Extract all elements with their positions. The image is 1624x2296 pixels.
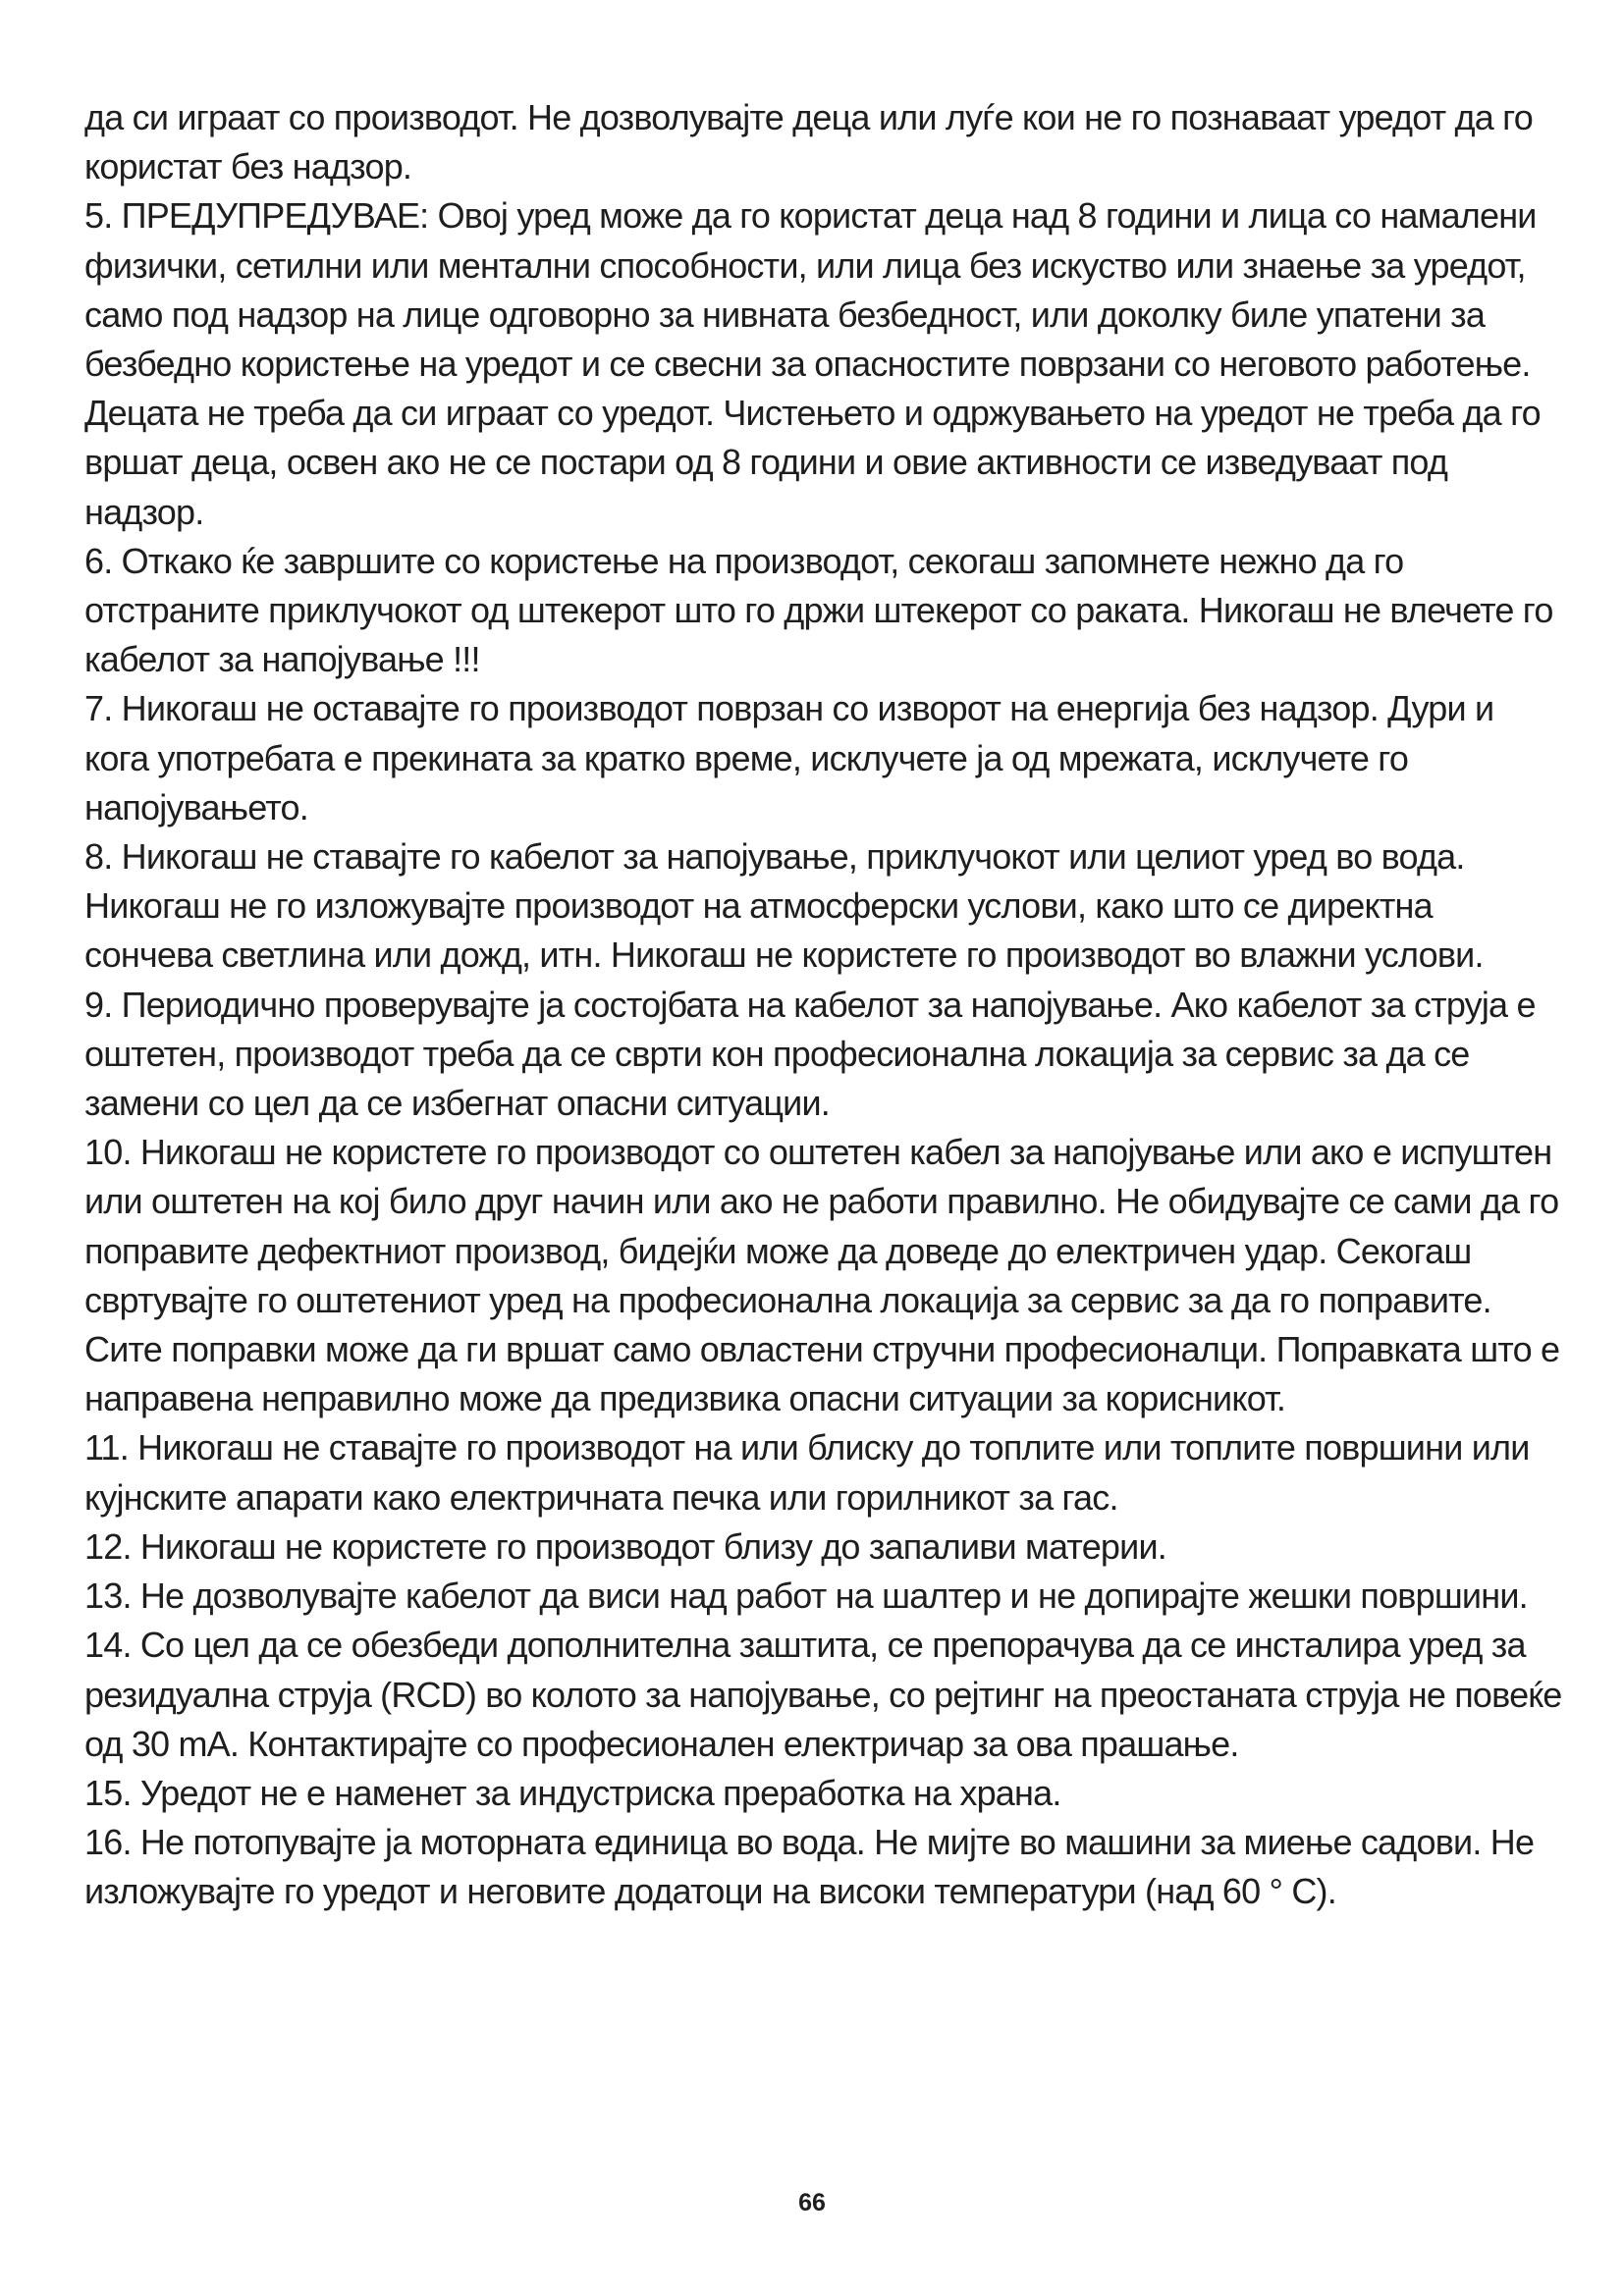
paragraph-item-14: 14. Со цел да се обезбеди дополнителна заштита, се препорачува да се инсталира уред за резидуална струја (RCD) во колото за напојување, со рејтинг на преостаната струја не повеќе од 30 mA. Контактирајте со професионален електричар за ова прашање. [84,1625,1562,1764]
paragraph-item-6: 6. Откако ќе завршите со користење на производот, секогаш запомнете нежно да го отстраните приклучокот од штекерот што го држи штекерот со раката. Никогаш не влечете го кабелот за напојување !!! [84,540,1553,680]
paragraph-item-8: 8. Никогаш не ставајте го кабелот за напојување, приклучокот или целиот уред во вода. Никогаш не го изложувајте производот на атмосферски услови, како што се директна сончева светлина или дожд, итн. Никогаш не користете го производот во влажни услови. [84,836,1484,976]
paragraph-item-7: 7. Никогаш не оставајте го производот поврзан со изворот на енергија без надзор. Дури и кога употребата е прекината за кратко време, исклучете ја од мрежата, исклучете го напојувањето. [84,688,1494,828]
paragraph-item-15: 15. Уредот не е наменет за индустриска преработка на храна. [84,1772,1061,1813]
paragraph-item-5: 5. ПРЕДУПРЕДУВАЕ: Овој уред може да го користат деца над 8 години и лица со намалени физички, сетилни или ментални способности, или лица без искуство или знаење за уредот, само под надзор на лице одговорно за нивната безбедност, или доколку биле упатени за безбедно користење на уредот и се свесни за опасностите поврзани со неговото работење. Децата не треба да си играат со уредот. Чистењето и одржувањето на уредот не треба да го вршат деца, освен ако не се постари од 8 години и овие активности се изведуваат под надзор. [84,195,1541,532]
paragraph-item-12: 12. Никогаш не користете го производот близу до запаливи материи. [84,1525,1166,1567]
page-number: 66 [798,2189,826,2216]
document-body [84,93,1565,1917]
paragraph-item-10: 10. Никогаш не користете го производот со оштетен кабел за напојување или ако е испуштен или оштетен на кој било друг начин или ако не работи правилно. Не обидувајте се сами да го поправите дефектниот производ, бидејќи може да доведе до електричен удар. Секогаш свртувајте го оштетениот уред на професионална локација за сервис за да го поправите. Сите поправки може да ги вршат само овластени стручни професионалци. Поправката што е направена неправилно може да предизвика опасни ситуации за корисникот. [84,1132,1560,1419]
paragraph-item-11: 11. Никогаш не ставајте го производот на или блиску до топлите или топлите површини или кујнските апарати како електричната печка или горилникот за гас. [84,1427,1530,1518]
paragraph-item-16: 16. Не потопувајте ја моторната единица во вода. Не мијте во машини за миење садови. Не изложувајте го уредот и неговите додатоци на високи температури (над 60 ° C). [84,1822,1535,1912]
paragraph-item-9: 9. Периодично проверувајте ја состојбата на кабелот за напојување. Ако кабелот за струја е оштетен, производот треба да се сврти кон професионална локација за сервис за да се замени со цел да се избегнат опасни ситуации. [84,984,1536,1124]
paragraph-item-13: 13. Не дозволувајте кабелот да виси над работ на шалтер и не допирајте жешки површини. [84,1575,1528,1617]
paragraph-continuation: да си играат со производот. Не дозволувајте деца или луѓе кои не го познаваат уредот да го користат без надзор. [84,97,1533,187]
